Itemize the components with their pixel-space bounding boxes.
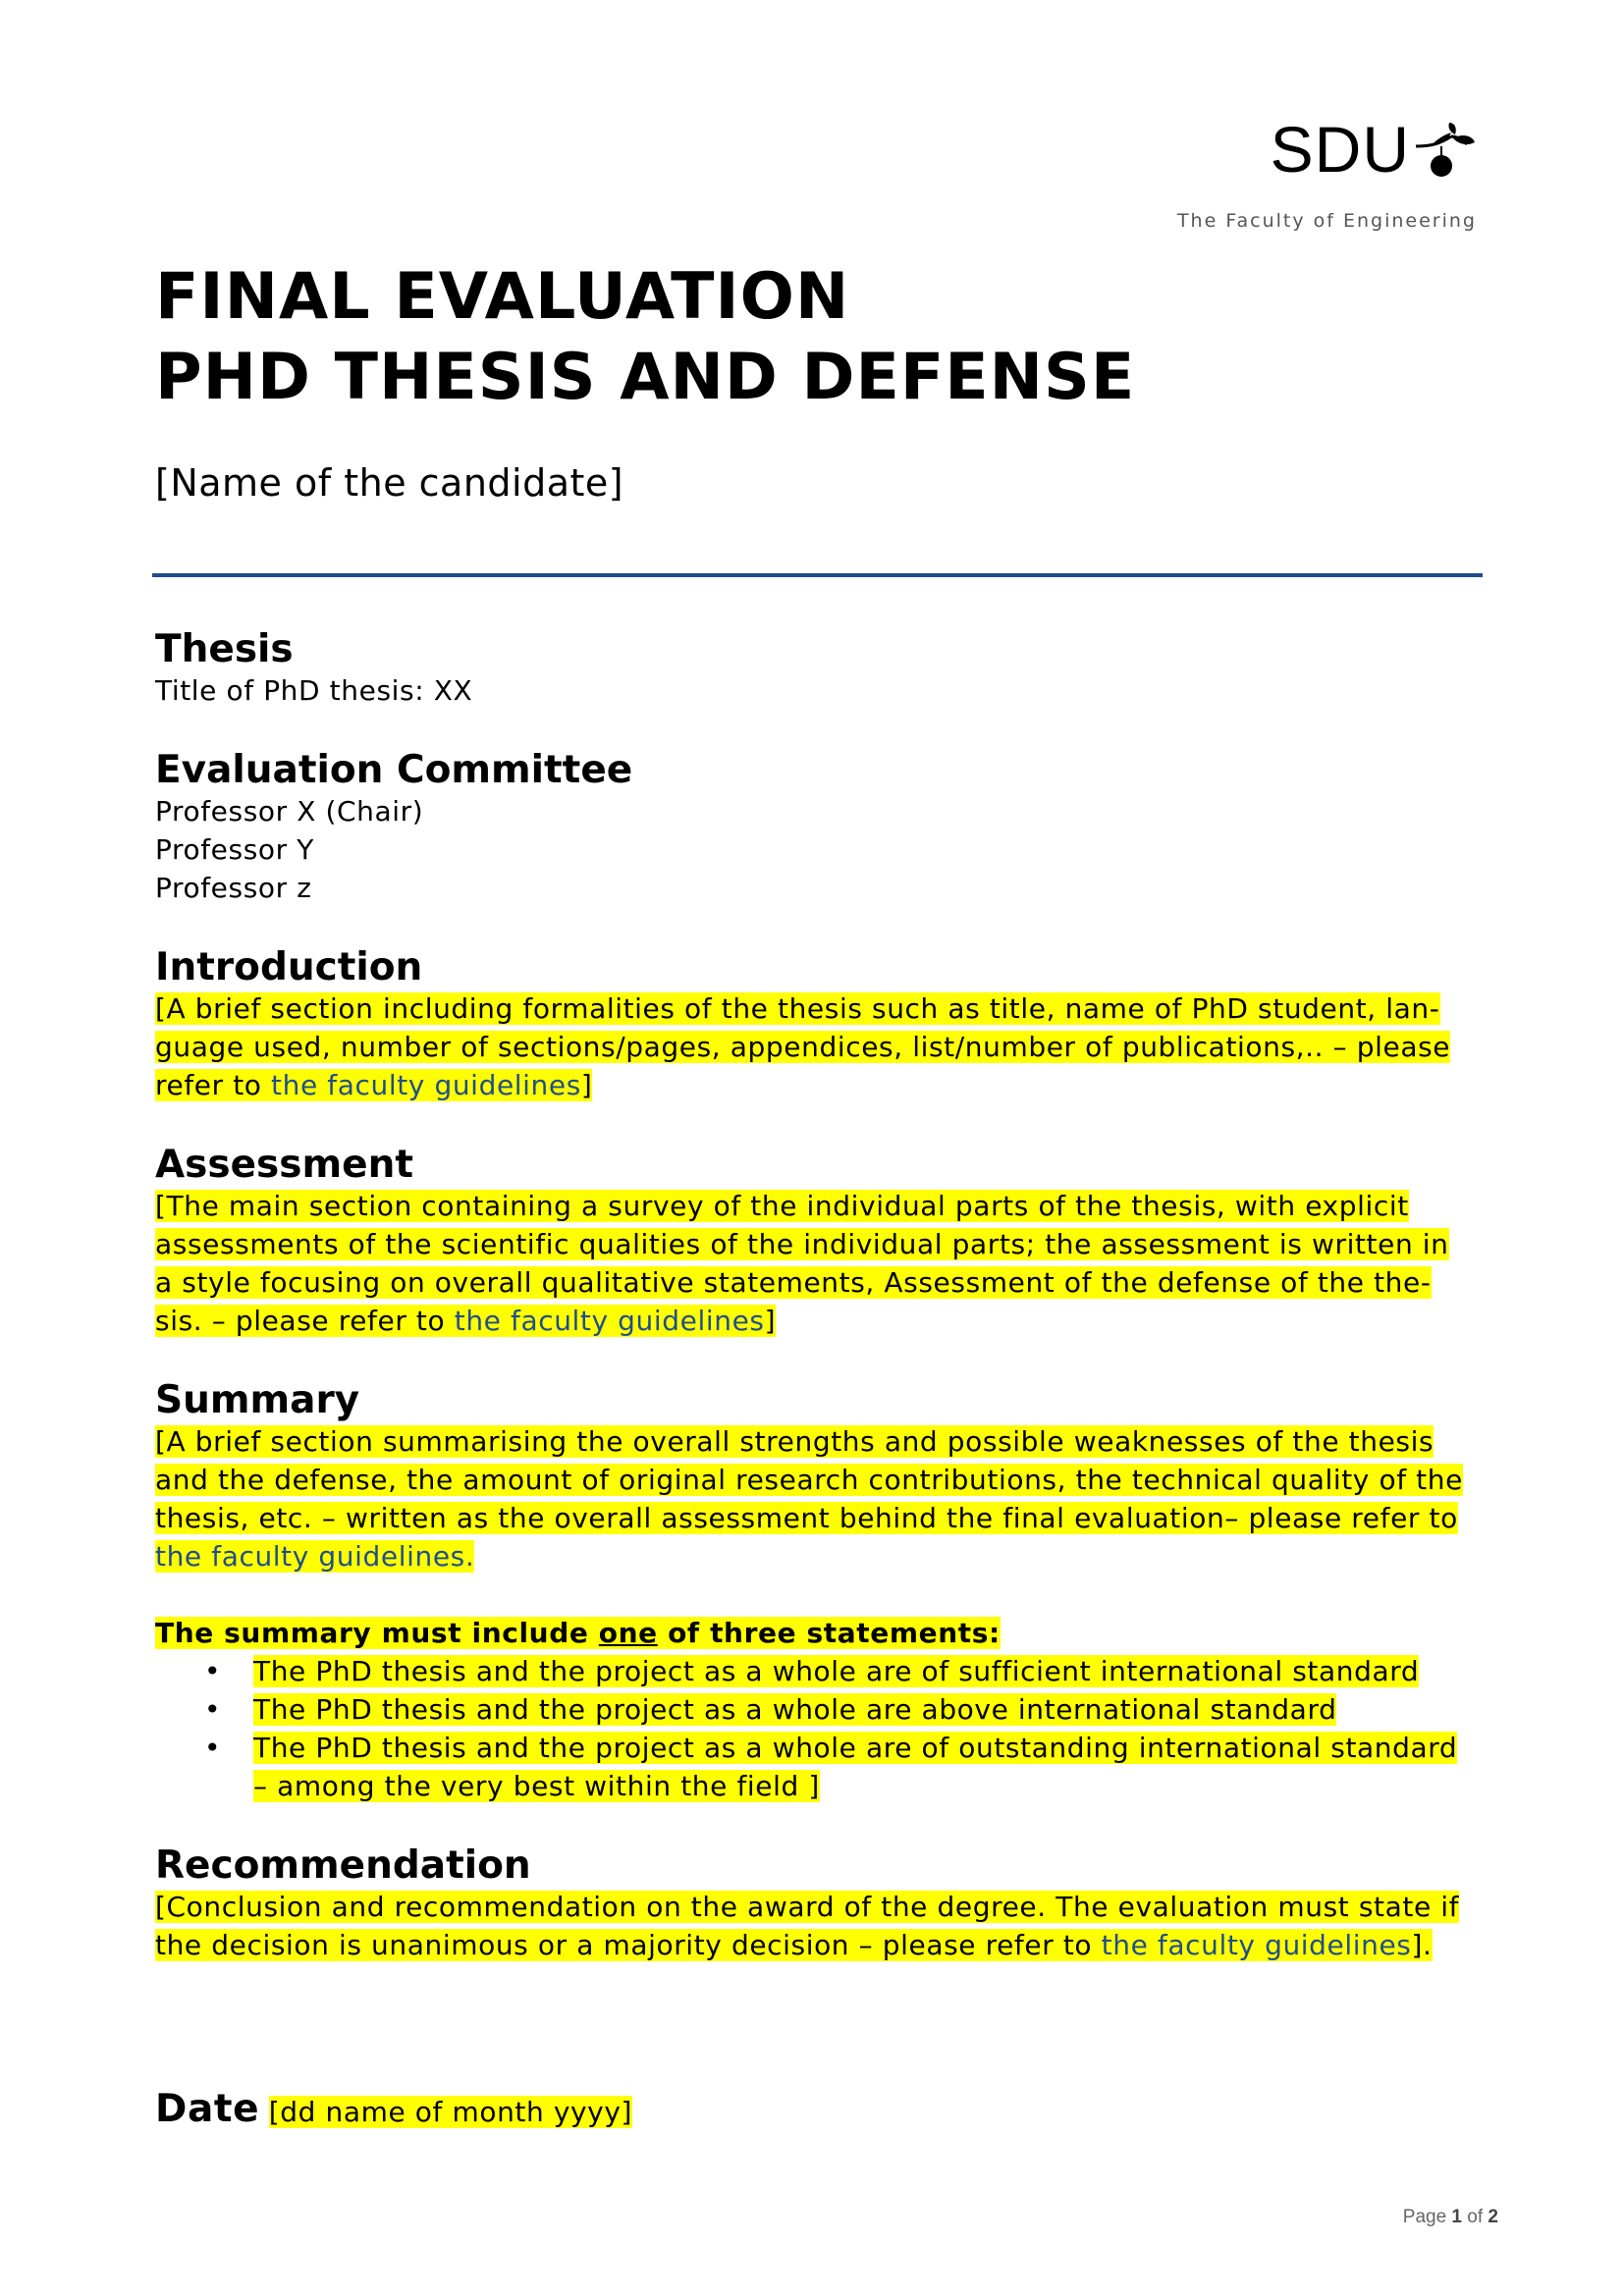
introduction-text-line: guage used, number of sections/pages, appendices, list/number of publications,.. – please [155,1031,1451,1063]
thesis-section [155,628,1481,710]
summary-requirement-post: of three statements: [657,1617,1001,1649]
sdu-apple-branch-icon [1412,117,1477,182]
committee-member: Professor Y [155,833,314,866]
faculty-guidelines-link[interactable]: the faculty guidelines. [155,1540,475,1573]
summary-text-line: [A brief section summarising the overall strengths and possible weaknesses of the thesis [155,1425,1435,1458]
statement-continuation: – among the very best within the field ] [253,1770,820,1802]
page-total: 2 [1488,2207,1498,2227]
page-footer [1403,2207,1498,2228]
faculty-name: The Faculty of Engineering [1176,210,1477,232]
summary-text-line: thesis, etc. – written as the overall assessment behind the final evaluation– please refer to [155,1502,1458,1534]
title-line-2: PHD THESIS AND DEFENSE [155,341,1136,414]
statement-text: The PhD thesis and the project as a whole are of outstanding international standard [253,1732,1458,1764]
list-item [204,1690,1481,1729]
introduction-section [155,946,1481,1104]
document-body [155,628,1481,2003]
thesis-heading: Thesis [155,627,294,671]
document-title [155,257,1135,418]
recommendation-text-end: ]. [1411,1929,1433,1961]
recommendation-heading: Recommendation [155,1843,531,1888]
header-logo-block [1064,110,1477,232]
page-current: 1 [1451,2207,1462,2227]
summary-requirement-emphasis: one [598,1617,658,1649]
assessment-text-line: sis. – please refer to [155,1305,455,1337]
assessment-text-end: ] [764,1305,777,1337]
bullet-icon: • [204,1693,222,1726]
date-row [155,2087,632,2131]
faculty-guidelines-link[interactable]: the faculty guidelines [454,1305,765,1337]
assessment-section [155,1144,1481,1340]
summary-heading: Summary [155,1378,360,1422]
date-value: [dd name of month yyyy] [268,2096,633,2128]
faculty-guidelines-link[interactable]: the faculty guidelines [271,1069,581,1101]
summary-requirement [155,1617,1001,1649]
introduction-text-end: ] [580,1069,593,1101]
summary-requirement-pre: The summary must include [155,1617,599,1649]
page-word: Page [1402,2207,1447,2227]
recommendation-text-line: [Conclusion and recommendation on the award of the degree. The evaluation must state if [155,1891,1460,1923]
summary-text-line: and the defense, the amount of original research contributions, the technical quality of the [155,1464,1463,1496]
recommendation-text-line: the decision is unanimous or a majority decision – please refer to [155,1929,1102,1961]
committee-member: Professor z [155,872,312,904]
header-divider [152,573,1483,577]
date-label: Date [155,2087,260,2131]
title-line-1: FINAL EVALUATION [155,260,850,334]
summary-section [155,1379,1481,1805]
assessment-text-line: assessments of the scientific qualities of the individual parts; the assessment is written in [155,1228,1449,1260]
bullet-icon: • [204,1732,222,1764]
introduction-heading: Introduction [155,945,423,989]
committee-section [155,749,1481,907]
candidate-name: [Name of the candidate] [155,461,624,505]
logo-text: SDU [1270,113,1410,186]
statement-text: The PhD thesis and the project as a whole are of sufficient international standard [253,1655,1420,1687]
list-item [204,1729,1481,1805]
introduction-text-line: [A brief section including formalities of the thesis such as title, name of PhD student, lan- [155,992,1440,1025]
committee-heading: Evaluation Committee [155,748,633,792]
recommendation-section [155,1844,1481,1964]
logo [1064,110,1477,188]
thesis-title: Title of PhD thesis: XX [155,674,473,707]
statement-text: The PhD thesis and the project as a whole are above international standard [253,1693,1337,1726]
introduction-text-line: refer to [155,1069,272,1101]
assessment-heading: Assessment [155,1143,413,1187]
committee-member: Professor X (Chair) [155,795,424,828]
of-word: of [1467,2207,1484,2227]
bullet-icon: • [204,1655,222,1687]
faculty-guidelines-link[interactable]: the faculty guidelines [1101,1929,1412,1961]
assessment-text-line: [The main section containing a survey of the individual parts of the thesis, with explicit [155,1190,1409,1222]
assessment-text-line: a style focusing on overall qualitative statements, Assessment of the defense of the the- [155,1266,1432,1299]
list-item [204,1652,1481,1690]
summary-statement-list [155,1652,1481,1805]
